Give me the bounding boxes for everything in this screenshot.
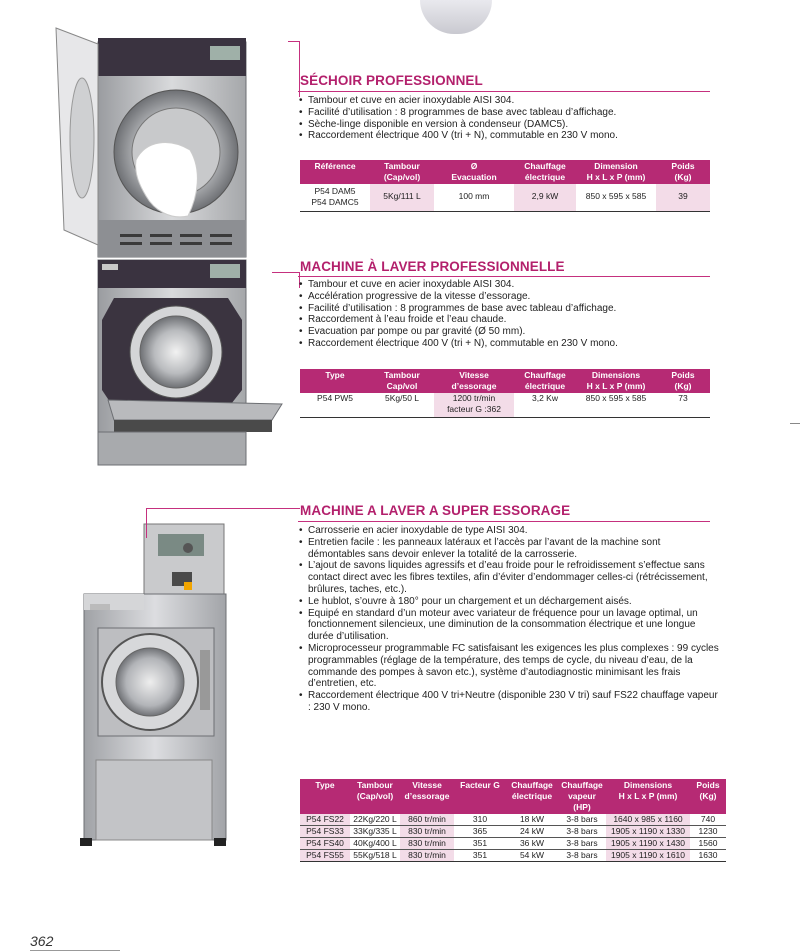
table-cell: 1905 x 1190 x 1330 [606, 826, 690, 838]
table-row [300, 814, 726, 826]
table-cell: 36 kW [506, 838, 558, 850]
column-header: Facteur G [454, 779, 506, 814]
column-header: Dimension H x L x P (mm) [576, 160, 656, 184]
column-header: Tambour (Cap/vol) [370, 160, 434, 184]
table-cell: P54 FS40 [300, 838, 350, 850]
column-header: Chauffage vapeur (HP) [558, 779, 606, 814]
table-cell: 39 [656, 184, 710, 211]
feature-item: • Accélération progressive de la vitesse d’essorage. [299, 291, 739, 303]
feature-item: • Raccordement électrique 400 V tri+Neutre (disponible 230 V tri) sauf FS22 chauffage vapeur : 230 V mono. [299, 690, 719, 714]
feature-item: • Le hublot, s’ouvre à 180° pour un chargement et un déchargement aisés. [299, 596, 719, 608]
table-cell: 1200 tr/min facteur G :362 [434, 393, 514, 417]
table-cell: 73 [656, 393, 710, 417]
table-header-row [300, 369, 710, 393]
table-cell: 850 x 595 x 585 [576, 393, 656, 417]
table-cell: 18 kW [506, 814, 558, 826]
feature-item: • Tambour et cuve en acier inoxydable AISI 304. [299, 279, 739, 291]
column-header: Ø Evacuation [434, 160, 514, 184]
table-row [300, 393, 710, 417]
table-cell: P54 FS22 [300, 814, 350, 826]
title-rule [298, 521, 710, 522]
column-header: Dimensions H x L x P (mm) [576, 369, 656, 393]
column-header: Vitesse d’essorage [400, 779, 454, 814]
section-title: MACHINE À LAVER PROFESSIONNELLE [300, 259, 565, 274]
table-row [300, 184, 710, 211]
table-cell: 351 [454, 850, 506, 862]
table-header-row [300, 779, 726, 814]
table-cell: 1560 [690, 838, 726, 850]
table-cell: 830 tr/min [400, 838, 454, 850]
table-cell: 5Kg/50 L [370, 393, 434, 417]
column-header: Chauffage électrique [514, 160, 576, 184]
table-cell: 33Kg/335 L [350, 826, 400, 838]
table-cell: 55Kg/518 L [350, 850, 400, 862]
spec-table-super-spin [300, 779, 726, 862]
column-header: Référence [300, 160, 370, 184]
table-cell: 3,2 Kw [514, 393, 576, 417]
column-header: Vitesse d’essorage [434, 369, 514, 393]
page-number: 362 [30, 933, 54, 949]
table-cell: 1640 x 985 x 1160 [606, 814, 690, 826]
section-pointer [288, 41, 300, 97]
table-header-row [300, 160, 710, 184]
column-header: Tambour (Cap/vol) [350, 779, 400, 814]
table-cell: 740 [690, 814, 726, 826]
column-header: Poids (Kg) [656, 160, 710, 184]
feature-item: • Raccordement à l’eau froide et l’eau chaude. [299, 314, 739, 326]
table-row [300, 850, 726, 862]
table-cell: 310 [454, 814, 506, 826]
margin-tick [790, 423, 800, 424]
table-cell: 830 tr/min [400, 826, 454, 838]
table-cell: 2,9 kW [514, 184, 576, 211]
column-header: Tambour Cap/vol [370, 369, 434, 393]
table-cell: 54 kW [506, 850, 558, 862]
feature-list [299, 279, 739, 350]
column-header: Poids (Kg) [690, 779, 726, 814]
dryer-washer-stack-image [50, 20, 290, 470]
feature-item: • Equipé en standard d’un moteur avec variateur de fréquence pour un lavage optimal, un fonctionnement silencieux, une diminution de la consommation électrique et une longue durée d’utilisation. [299, 608, 719, 643]
table-cell: P54 DAM5 P54 DAMC5 [300, 184, 370, 211]
table-cell: 1230 [690, 826, 726, 838]
feature-item: • L’ajout de savons liquides agressifs et d’eau froide pour le refroidissement s’effectue sans contact direct avec les fibres textiles, afin d’éviter d’endommager celles-ci (rétrécissement, brûlures, taches, etc.). [299, 560, 719, 595]
section-pointer [272, 272, 300, 288]
feature-item: • Entretien facile : les panneaux latéraux et l’accès par l’avant de la machine sont démontables sans devoir enlever la totalité de la carrosserie. [299, 537, 719, 561]
table-cell: 40Kg/400 L [350, 838, 400, 850]
feature-item: • Facilité d’utilisation : 8 programmes de base avec tableau d’affichage. [299, 303, 739, 315]
table-cell: 3-8 bars [558, 838, 606, 850]
column-header: Poids (Kg) [656, 369, 710, 393]
table-cell: 22Kg/220 L [350, 814, 400, 826]
table-cell: 3-8 bars [558, 850, 606, 862]
section-pointer [146, 508, 300, 538]
feature-item: • Raccordement électrique 400 V (tri + N), commutable en 230 V mono. [299, 130, 739, 142]
table-cell: 24 kW [506, 826, 558, 838]
table-cell: 100 mm [434, 184, 514, 211]
table-cell: 351 [454, 838, 506, 850]
table-cell: 830 tr/min [400, 850, 454, 862]
column-header: Type [300, 369, 370, 393]
spec-table-washer [300, 369, 710, 418]
column-header: Dimensions H x L x P (mm) [606, 779, 690, 814]
section-title: MACHINE A LAVER A SUPER ESSORAGE [300, 503, 571, 518]
super-spin-washer-image [54, 520, 264, 860]
title-rule [298, 91, 710, 92]
table-cell: 1905 x 1190 x 1610 [606, 850, 690, 862]
column-header: Chauffage électrique [506, 779, 558, 814]
corner-decoration [420, 0, 492, 34]
table-row [300, 838, 726, 850]
feature-item: • Facilité d’utilisation : 8 programmes de base avec tableau d’affichage. [299, 107, 739, 119]
table-cell: 3-8 bars [558, 826, 606, 838]
table-row [300, 826, 726, 838]
title-rule [298, 276, 710, 277]
table-cell: 860 tr/min [400, 814, 454, 826]
feature-item: • Raccordement électrique 400 V (tri + N), commutable en 230 V mono. [299, 338, 739, 350]
column-header: Chauffage électrique [514, 369, 576, 393]
column-header: Type [300, 779, 350, 814]
table-cell: P54 PW5 [300, 393, 370, 417]
feature-list [299, 95, 739, 142]
feature-item: • Evacuation par pompe ou par gravité (Ø 50 mm). [299, 326, 739, 338]
table-cell: P54 FS55 [300, 850, 350, 862]
table-cell: 1905 x 1190 x 1430 [606, 838, 690, 850]
feature-item: • Tambour et cuve en acier inoxydable AISI 304. [299, 95, 739, 107]
table-cell: 5Kg/111 L [370, 184, 434, 211]
section-title: SÉCHOIR PROFESSIONNEL [300, 73, 483, 88]
table-cell: 850 x 595 x 585 [576, 184, 656, 211]
feature-item: • Carrosserie en acier inoxydable de type AISI 304. [299, 525, 719, 537]
feature-item: • Microprocesseur programmable FC satisfaisant les exigences les plus complexes : 99 cycles programmables (réglage de la température, des temps de cycle, du niveau d’eau, de la commande des pompes à savon etc.), système d’autodiagnostic minimisant les frais d’entretien, etc. [299, 643, 719, 690]
table-cell: 365 [454, 826, 506, 838]
table-cell: 3-8 bars [558, 814, 606, 826]
feature-item: • Sèche-linge disponible en version à condenseur (DAMC5). [299, 119, 739, 131]
feature-list [299, 525, 719, 714]
spec-table-dryer [300, 160, 710, 212]
table-cell: 1630 [690, 850, 726, 862]
table-cell: P54 FS33 [300, 826, 350, 838]
